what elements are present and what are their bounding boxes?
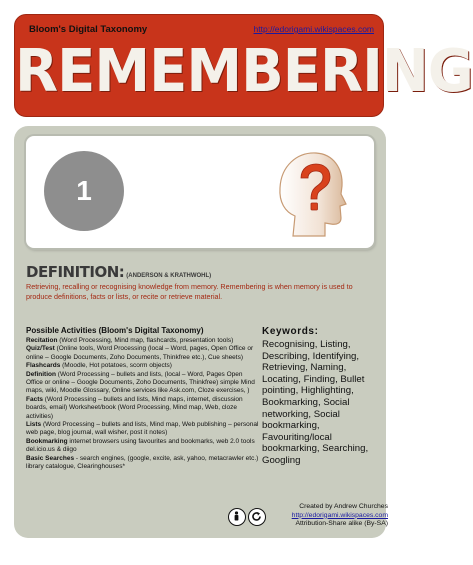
keywords-list: Recognising, Listing, Describing, Identifying, Retrieving, Naming, Locating, Finding, Bullet pointing, Highlighting, Bookmarking, Social networking, Social bookmarking, Favouriting/local bookmarking, Searching, Googling: [262, 339, 369, 466]
definition-text: Retrieving, recalling or recognising knowledge from memory. Remembering is when memory is used to produce definitions, facts or lists, or recite or retrieve material.: [26, 282, 353, 301]
level-number-badge: 1: [44, 151, 124, 231]
activity-item: [26, 396, 261, 421]
activities-title: Possible Activities (Bloom's Digital Taxonomy): [26, 326, 204, 335]
activity-name: Definition: [26, 370, 56, 378]
activity-name: Basic Searches: [26, 454, 75, 462]
head-question-icon: [271, 142, 347, 242]
author-credit: Created by Andrew Churches: [299, 503, 388, 510]
taxonomy-label: Bloom's Digital Taxonomy: [29, 24, 148, 35]
attribution-icon: [228, 508, 246, 526]
activity-name: Bookmarking: [26, 437, 68, 445]
header-link[interactable]: http://edorigami.wikispaces.com: [253, 24, 374, 34]
header-top-bar: [29, 24, 374, 38]
activity-name: Flashcards: [26, 362, 61, 370]
activity-name: Recitation: [26, 337, 58, 344]
activities-section: [26, 326, 261, 472]
license-text: Attribution-Share alike (By-SA): [295, 520, 388, 528]
activity-desc: (Word Processing – bullets and lists, Mind map, Web publishing – personal web page, blog journal, wall wisher, post it notes): [26, 421, 259, 437]
activity-desc: (Online tools, Word Processing (local – Word, pages, Open Office or online – Google Documents, Zoho Documents, Thinkfree etc.), Cue sheets): [26, 345, 254, 361]
cc-license-icons: [228, 508, 266, 528]
definition-heading: [26, 263, 374, 283]
keywords-section: [262, 326, 382, 467]
credits-text: [270, 503, 388, 529]
activity-item: [26, 345, 261, 362]
content-card: [14, 126, 386, 538]
activity-item: [26, 337, 261, 345]
activity-desc: (Word Processing – bullets and lists, Mind maps, internet, discussion boards, email) Worksheet/book (Word Processing, Mind map, Web, cloze activities): [26, 395, 243, 420]
activity-name: Facts: [26, 395, 43, 403]
activity-name: Lists: [26, 421, 42, 429]
keywords-title: Keywords:: [262, 326, 319, 337]
hero-panel: [26, 136, 374, 248]
activity-desc: internet browsers using favourites and bookmarks, web 2.0 tools del.icio.us & diigo: [26, 437, 255, 454]
footer-link[interactable]: http://edorigami.wikispaces.com: [291, 511, 388, 519]
definition-credit: (ANDERSON & KRATHWOHL): [126, 273, 212, 279]
activity-item: [26, 421, 261, 438]
definition-word: DEFINITION:: [26, 263, 125, 281]
activity-item: [26, 455, 261, 472]
page-title: REMEMBERING: [15, 37, 473, 106]
activity-item: [26, 438, 261, 455]
activity-desc: (Word Processing, Mind map, flashcards, presentation tools): [57, 337, 234, 344]
activity-item: [26, 362, 261, 370]
activity-desc: - search engines, (google, excite, ask, yahoo, metacrawler etc.) library catalogue, Clearinghouses*: [26, 454, 259, 471]
share-alike-icon: [248, 508, 266, 526]
activity-desc: (Word Processing – bullets and lists, (local – Word, Pages Open Office or online – Google Documents, Zoho Documents, Thinkfree) simple Mind maps, wiki, Moodle Glossary, Online services like Ask.com, Cloze exercises, ): [26, 370, 255, 395]
header-banner: [14, 14, 473, 117]
activity-desc: (Moodle, Hot potatoes, scorm objects): [60, 362, 172, 370]
activity-item: [26, 371, 261, 396]
activity-name: Quiz/Test: [26, 345, 55, 353]
footer-credits: [224, 502, 388, 534]
